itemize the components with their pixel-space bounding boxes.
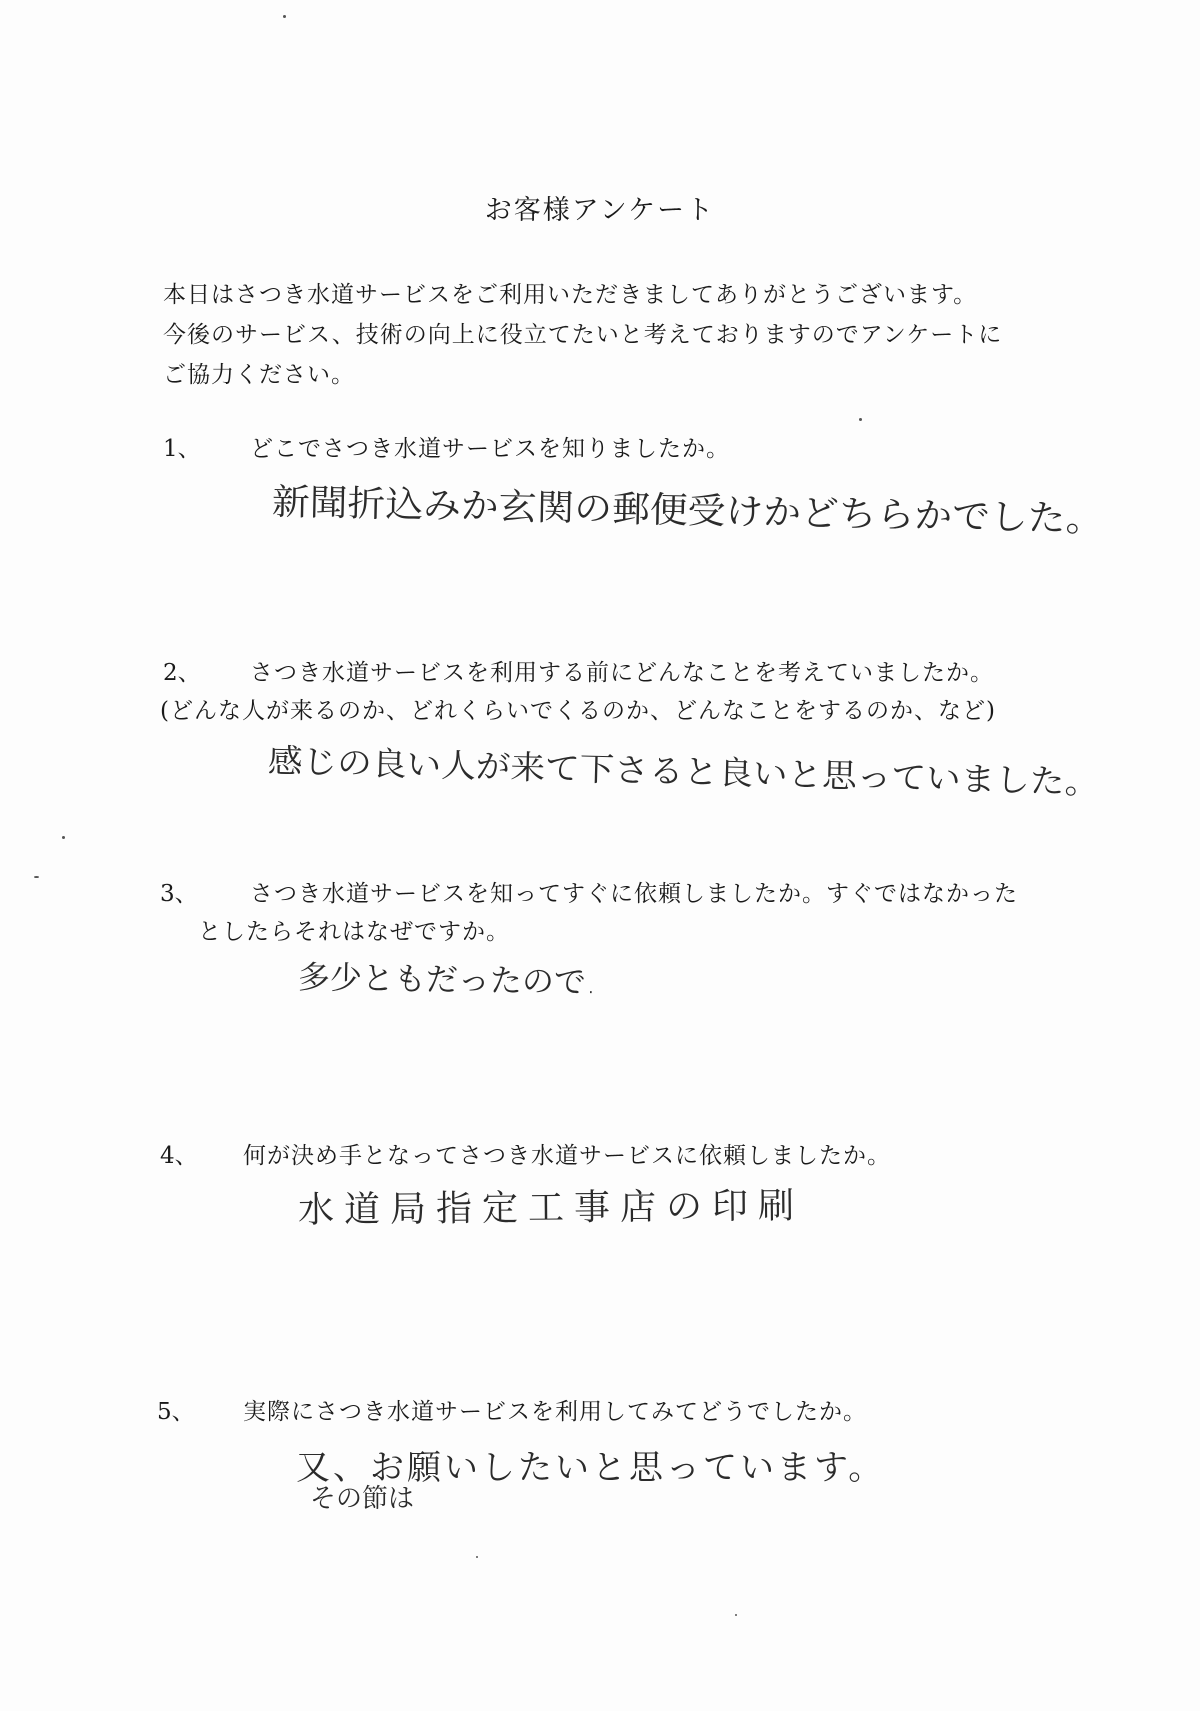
- question-number: 3、: [160, 881, 198, 907]
- scan-speck: [859, 418, 862, 421]
- intro-text: [163, 275, 1063, 395]
- scan-speck: [476, 1556, 478, 1558]
- handwritten-answer: 多少ともだったので.: [297, 958, 597, 1002]
- handwritten-answer-line2: その節は: [310, 1484, 415, 1514]
- intro-line: 今後のサービス、技術の向上に役立てたいと考えておりますのでアンケートに: [163, 322, 1003, 348]
- question-text: 何が決め手となってさつき水道サービスに依頼しましたか。: [243, 1143, 891, 1169]
- question-text: さつき水道サービスを利用する前にどんなことを考えていましたか。: [250, 660, 994, 686]
- scan-speck: [735, 1614, 737, 1616]
- question-number: 1、: [163, 436, 201, 462]
- question-subtext: としたらそれはなぜですか。: [198, 919, 510, 945]
- question-number: 5、: [157, 1399, 195, 1425]
- question-number: 4、: [160, 1143, 198, 1169]
- intro-line: ご協力ください。: [163, 362, 355, 388]
- question-text: どこでさつき水道サービスを知りましたか。: [250, 436, 730, 462]
- page-title: お客様アンケート: [484, 195, 716, 226]
- intro-line: 本日はさつき水道サービスをご利用いただきましてありがとうございます。: [163, 282, 978, 308]
- question-text: さつき水道サービスを知ってすぐに依頼しましたか。すぐではなかった: [250, 881, 1018, 907]
- handwritten-answer: 新聞折込みか玄関の郵便受けかどちらかでした。: [271, 482, 1104, 541]
- question-text: 実際にさつき水道サービスを利用してみてどうでしたか。: [243, 1399, 867, 1425]
- handwritten-answer: 感じの良い人が来て下さると良いと思っていました。: [267, 741, 1100, 802]
- handwritten-answer: 水道局指定工事店の印刷: [297, 1185, 805, 1231]
- question-subtext: (どんな人が来るのか、どれくらいでくるのか、どんなことをするのか、など): [160, 698, 996, 724]
- scan-speck: [283, 15, 286, 18]
- question-number: 2、: [163, 660, 201, 686]
- scan-speck: [62, 836, 65, 839]
- handwritten-answer: 又、お願いしたいと思っています。: [296, 1448, 886, 1488]
- scan-speck: [34, 876, 39, 878]
